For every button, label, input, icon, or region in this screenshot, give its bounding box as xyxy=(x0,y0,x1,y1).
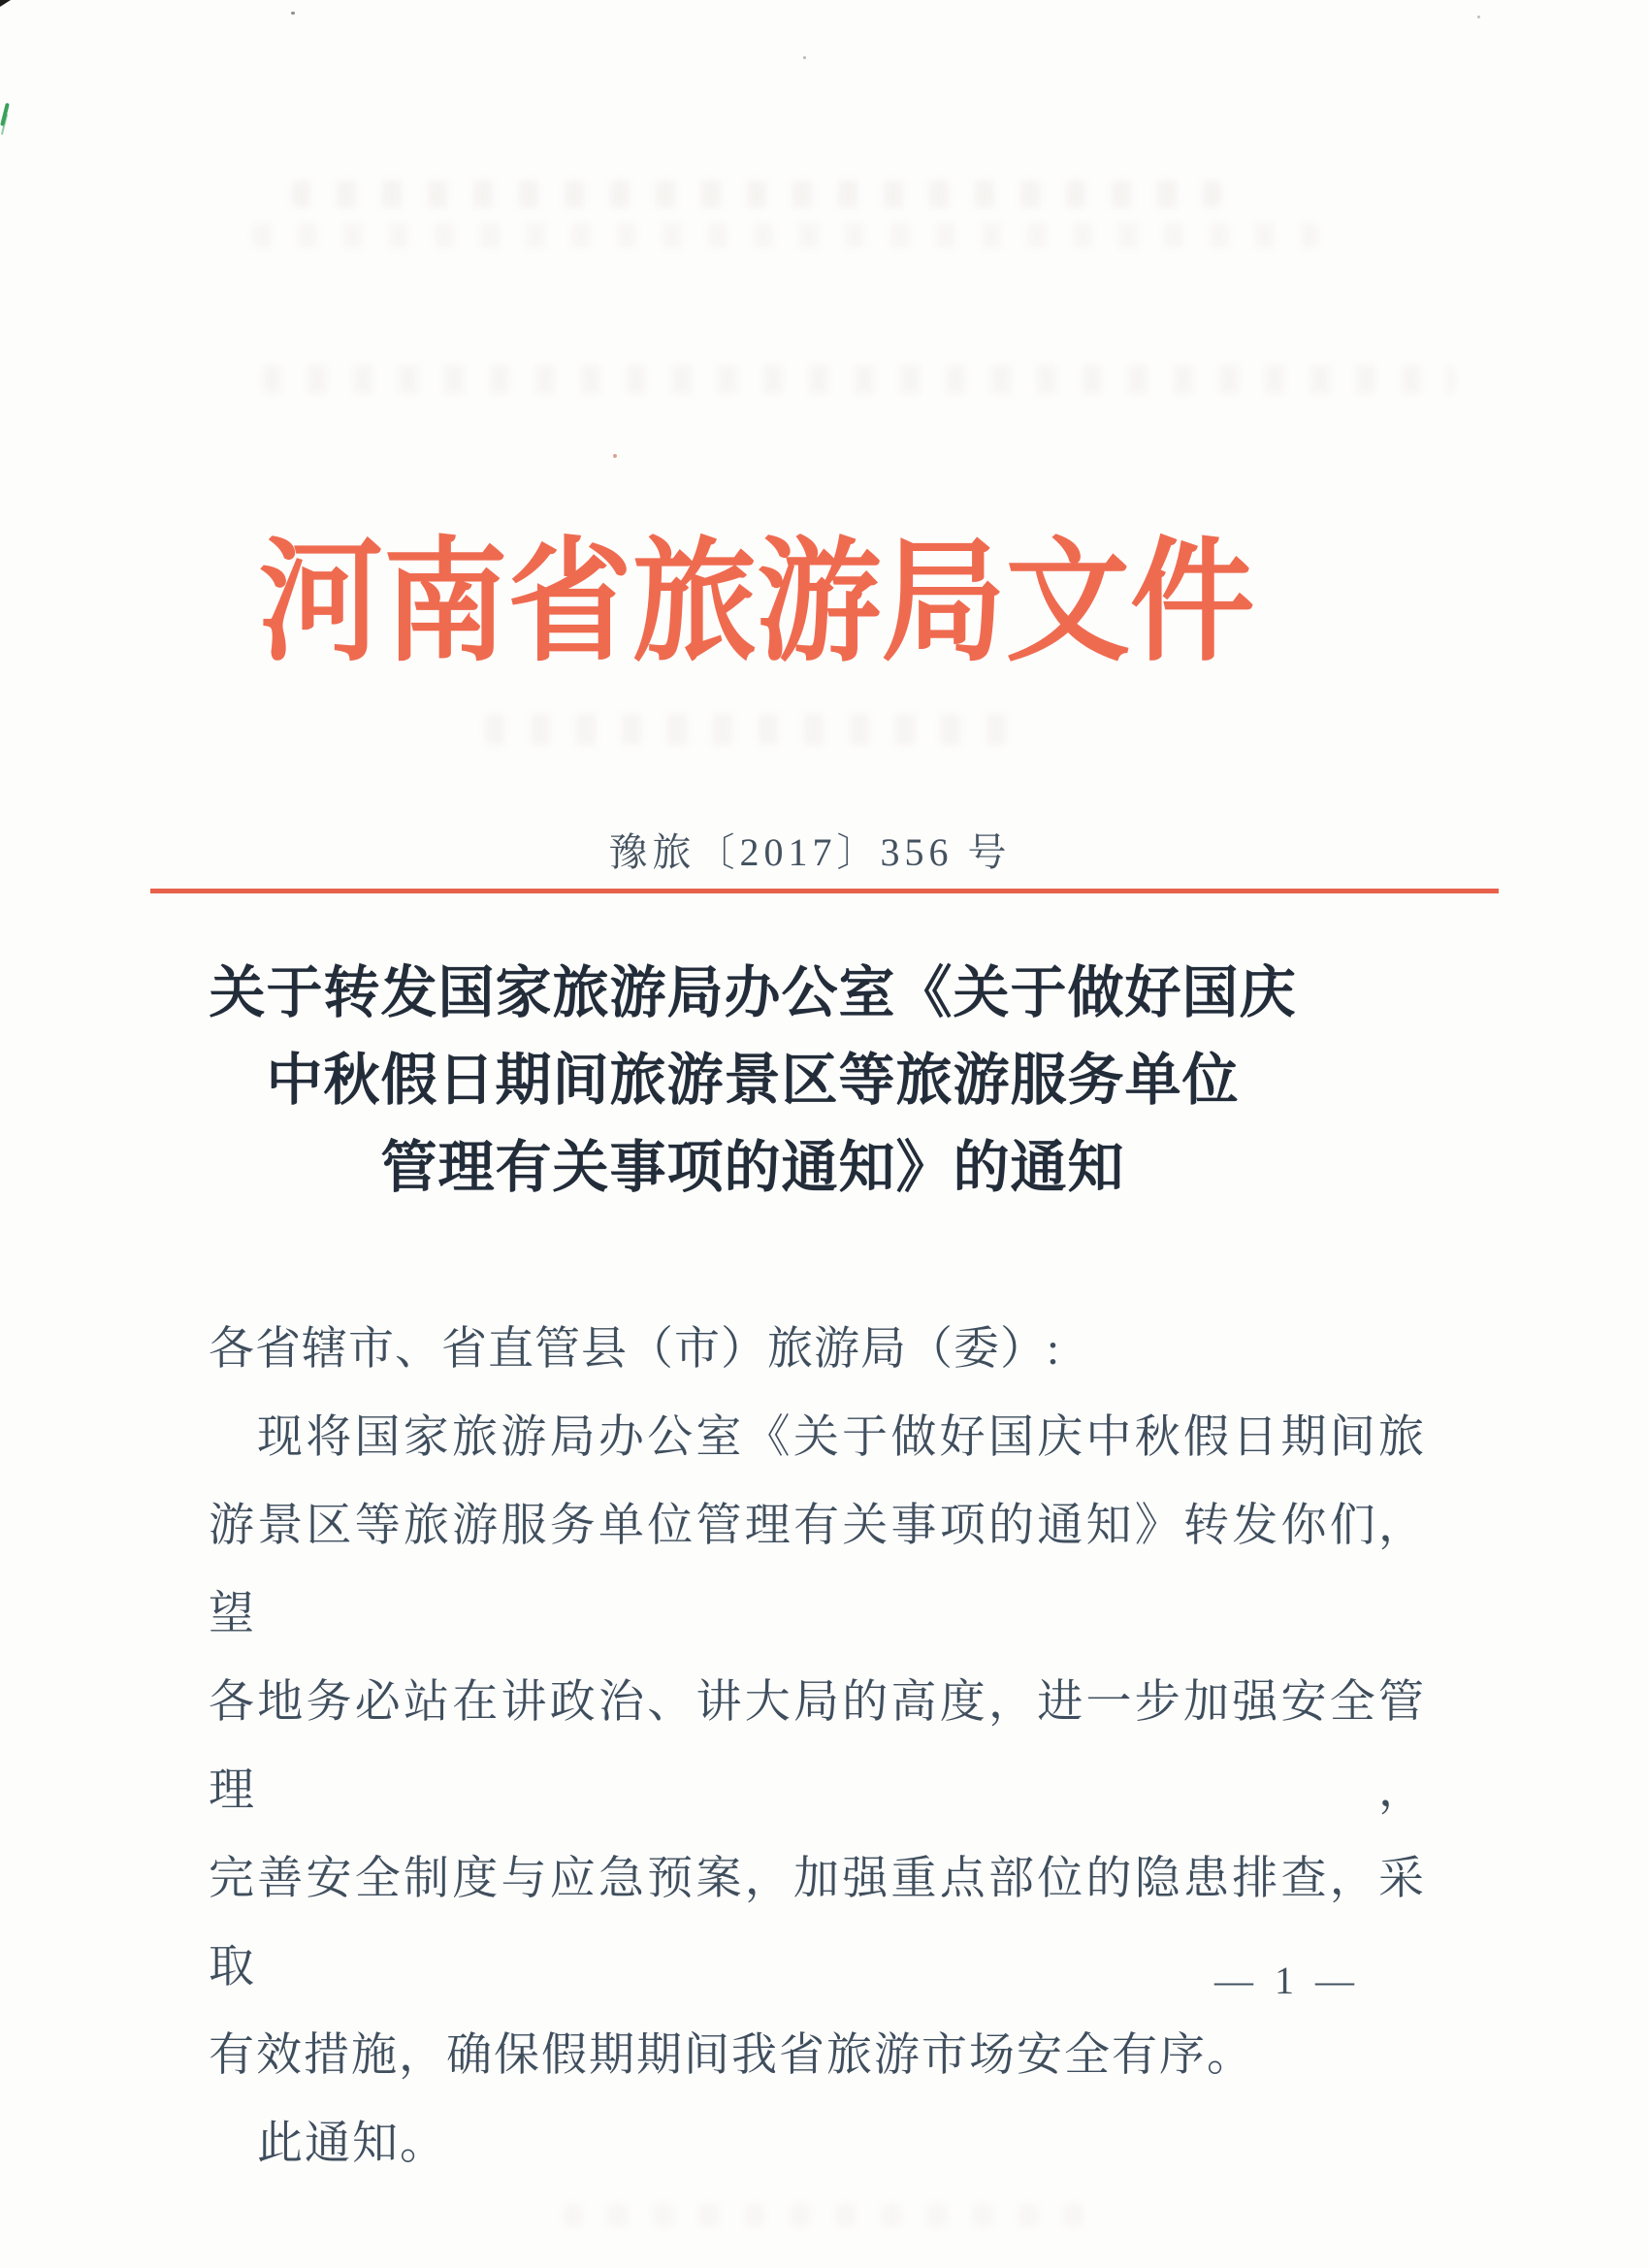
scan-speck xyxy=(613,454,617,458)
subject-title-line-3: 管理有关事项的通知》的通知 xyxy=(380,1136,1125,1199)
document-number: 豫旅〔2017〕356 号 xyxy=(608,830,1012,874)
bleedthrough-artifact xyxy=(485,714,1028,745)
paragraph-line: 有效措施，确保假期期间我省旅游市场安全有序。 xyxy=(209,2030,1254,2081)
closing-line: 此通知。 xyxy=(257,2119,447,2169)
page-number: — 1 — xyxy=(1214,1959,1360,2002)
scan-speck xyxy=(803,56,806,59)
scan-corner-mark xyxy=(0,0,11,7)
subject-title xyxy=(0,950,1505,1212)
paragraph-line: 现将国家旅游局办公室《关于做好国庆中秋假日期间旅 xyxy=(257,1412,1426,1463)
letterhead-title: 河南省旅游局文件 xyxy=(258,529,1255,677)
document-body xyxy=(209,1306,1426,2188)
salutation-line: 各省辖市、省直管县（市）旅游局（委）: xyxy=(209,1324,1061,1375)
paragraph-line: 各地务必站在讲政治、讲大局的高度，进一步加强安全管理， xyxy=(209,1677,1426,1816)
bleedthrough-artifact xyxy=(252,223,1319,248)
paragraph-line: 游景区等旅游服务单位管理有关事项的通知》转发你们，望 xyxy=(209,1501,1426,1639)
bleedthrough-artifact xyxy=(563,2204,1086,2227)
red-divider-line xyxy=(150,889,1499,893)
bleedthrough-artifact xyxy=(291,180,1222,208)
subject-title-line-1: 关于转发国家旅游局办公室《关于做好国庆 xyxy=(209,961,1297,1024)
scan-speck xyxy=(291,12,295,15)
scan-speck xyxy=(1477,16,1480,18)
paragraph-line: 完善安全制度与应急预案，加强重点部位的隐患排查，采取 xyxy=(209,1854,1426,1993)
subject-title-line-2: 中秋假日期间旅游景区等旅游服务单位 xyxy=(266,1049,1240,1112)
bleedthrough-artifact xyxy=(262,365,1455,394)
scan-green-pen-mark xyxy=(0,103,10,126)
